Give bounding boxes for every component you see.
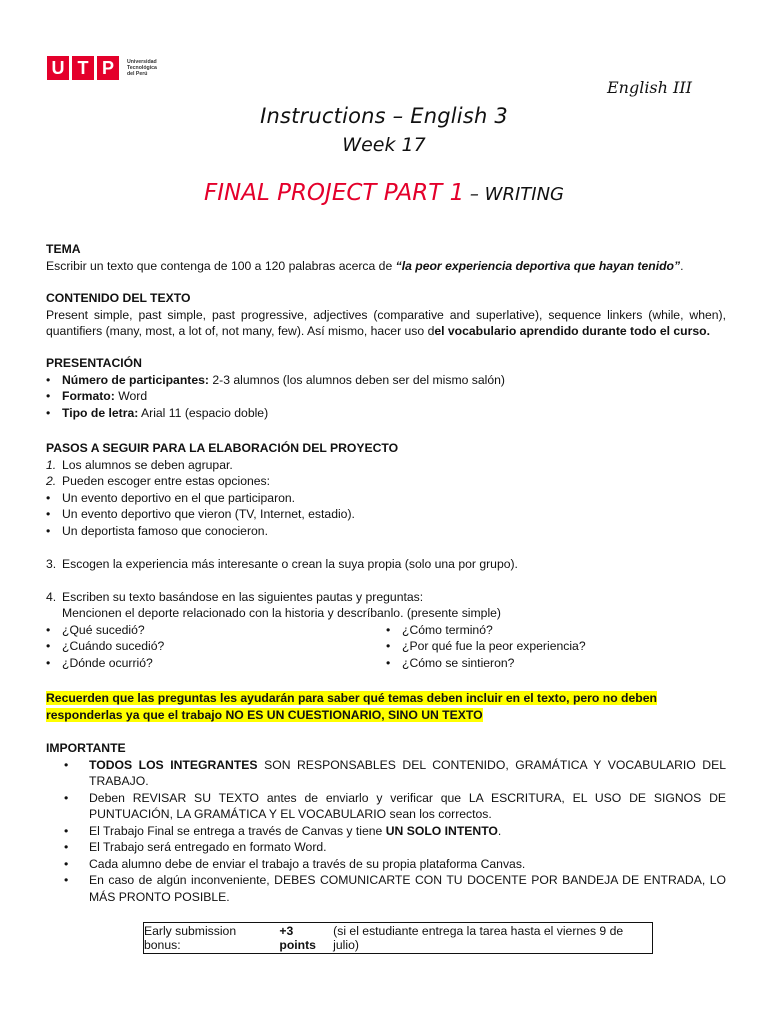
- section-tema: [46, 241, 726, 274]
- presentacion-heading: PRESENTACIÓN: [46, 356, 142, 370]
- early-bonus-box: Early submission bonus: +3 points (si el estudiante entrega la tarea hasta el viernes 9 de julio): [143, 922, 653, 954]
- bonus-points: +3 points: [279, 924, 316, 952]
- tema-text: Escribir un texto que contenga de 100 a 120 palabras acerca de “la peor experiencia deportiva que hayan tenido”.: [46, 258, 684, 273]
- questions-left: [46, 622, 386, 672]
- tema-heading: TEMA: [46, 242, 81, 256]
- utp-logo: [47, 56, 157, 80]
- reminder-line-1: Recuerden que las preguntas les ayudarán para saber qué temas deben incluir en el texto, pero no deben: [46, 691, 657, 705]
- step-1: 1. Los alumnos se deben agrupar.: [46, 457, 233, 472]
- questions-grid: [46, 622, 726, 672]
- question-item: • ¿Cómo se sintieron?: [386, 655, 515, 670]
- course-tag: English III: [606, 78, 692, 97]
- importante-item: • El Trabajo Final se entrega a través de Canvas y tiene UN SOLO INTENTO.: [64, 823, 502, 838]
- project-title: [0, 180, 768, 206]
- question-item: • ¿Cómo terminó?: [386, 622, 493, 637]
- option-item: • Un evento deportivo en el que participaron.: [46, 490, 296, 505]
- contenido-text: Present simple, past simple, past progressive, adjectives (comparative and superlative), sequence linkers (while, when), quantifiers (many, most, a lot of, not many, few). Así mismo, hacer uso del vocabulario aprendido durante todo el curso.: [46, 307, 726, 338]
- section-presentacion: [46, 355, 726, 421]
- importante-item: • TODOS LOS INTEGRANTES SON RESPONSABLES DEL CONTENIDO, GRAMÁTICA Y VOCABULARIO DEL TRABAJO.: [64, 757, 726, 788]
- section-importante: [46, 740, 726, 905]
- week-title: Week 17: [342, 134, 426, 156]
- question-item: • ¿Qué sucedió?: [46, 622, 145, 637]
- reminder-note: [46, 690, 726, 723]
- option-item: • Un evento deportivo que vieron (TV, Internet, estadio).: [46, 507, 355, 521]
- question-item: • ¿Por qué fue la peor experiencia?: [386, 639, 586, 653]
- project-title-red: FINAL PROJECT PART 1: [204, 180, 465, 206]
- question-item: • ¿Dónde ocurrió?: [46, 655, 153, 670]
- presentacion-item: • Número de participantes: 2-3 alumnos (los alumnos deben ser del mismo salón): [46, 372, 505, 387]
- logo-letter-u: U: [47, 56, 69, 80]
- importante-item: • El Trabajo será entregado en formato Word.: [64, 840, 327, 854]
- project-title-writing: WRITING: [484, 184, 564, 205]
- tema-topic: “la peor experiencia deportiva que hayan tenido”: [395, 258, 681, 273]
- section-contenido: [46, 290, 726, 340]
- step-2: 2. Pueden escoger entre estas opciones:: [46, 474, 271, 488]
- reminder-line-2: responderlas ya que el trabajo NO ES UN CUESTIONARIO, SINO UN TEXTO: [46, 707, 483, 722]
- instructions-title: Instructions – English 3: [260, 104, 508, 128]
- presentacion-item: • Formato: Word: [46, 389, 148, 403]
- contenido-heading: CONTENIDO DEL TEXTO: [46, 291, 191, 305]
- importante-item: • Deben REVISAR SU TEXTO antes de enviarlo y verificar que LA ESCRITURA, EL USO DE SIGNOS DE PUNTUACIÓN, LA GRAMÁTICA Y EL VOCABULARIO sean los correctos.: [64, 790, 726, 821]
- step-4-subtext: Mencionen el deporte relacionado con la historia y descríbanlo. (presente simple): [62, 606, 501, 620]
- importante-item: • En caso de algún inconveniente, DEBES COMUNICARTE CON TU DOCENTE POR BANDEJA DE ENTRADA, LO MÁS PRONTO POSIBLE.: [64, 873, 726, 904]
- importante-item: • Cada alumno debe de enviar el trabajo a través de su propia plataforma Canvas.: [64, 856, 526, 871]
- question-item: • ¿Cuándo sucedió?: [46, 639, 165, 653]
- logo-letter-p: P: [97, 56, 119, 80]
- option-item: • Un deportista famoso que conocieron.: [46, 523, 268, 538]
- presentacion-item: • Tipo de letra: Arial 11 (espacio doble): [46, 405, 269, 420]
- pasos-heading: PASOS A SEGUIR PARA LA ELABORACIÓN DEL PROYECTO: [46, 441, 399, 455]
- importante-heading: IMPORTANTE: [46, 741, 126, 755]
- section-pasos: [46, 440, 726, 671]
- project-title-dash: –: [464, 184, 485, 205]
- step-3: 3. Escogen la experiencia más interesante o crean la suya propia (solo una por grupo).: [46, 556, 518, 571]
- logo-letter-t: T: [72, 56, 94, 80]
- logo-university-name: Universidad Tecnológica del Perú: [127, 59, 157, 77]
- step-4: 4. Escriben su texto basándose en las siguientes pautas y preguntas:: [46, 589, 424, 604]
- questions-right: [386, 622, 726, 672]
